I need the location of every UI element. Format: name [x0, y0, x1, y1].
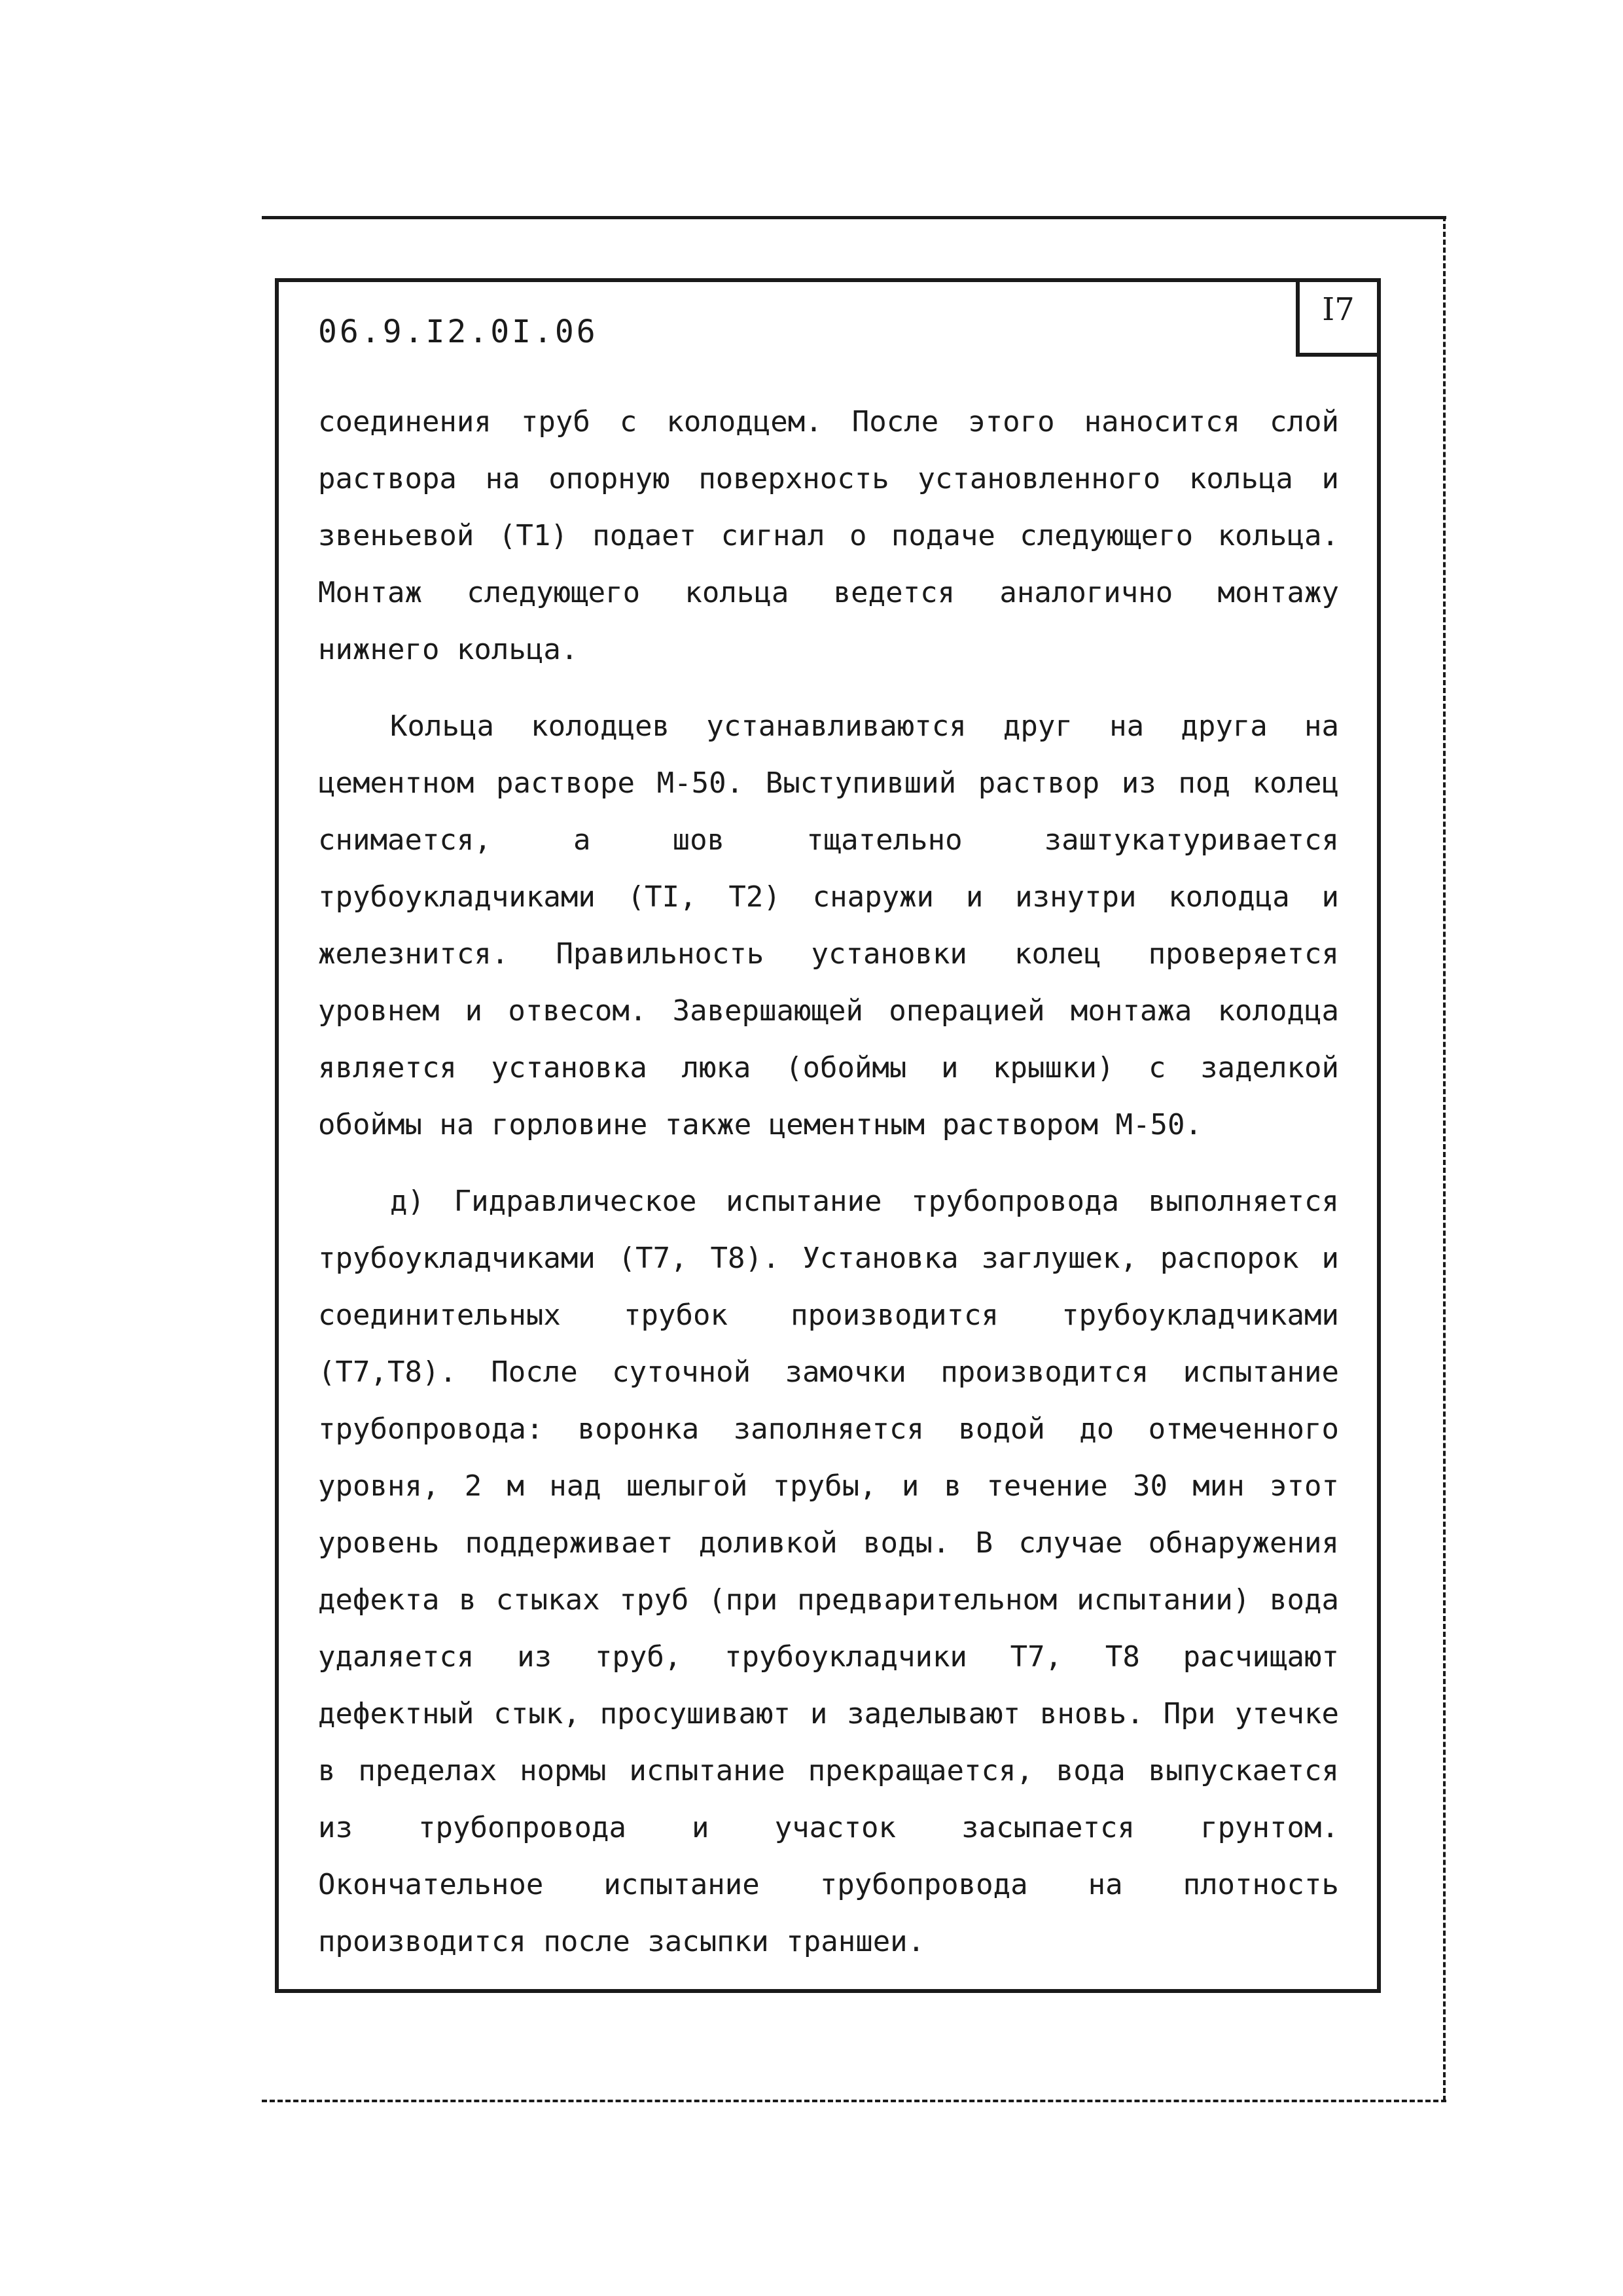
paragraph-2: Кольца колодцев устанавливаются друг на друга на цементном растворе М-50. Выступивший раствор из под колец снимается, а шов тщательно заштукатуривается трубоукладчиками (ТI, Т2) снаружи и изнутри колодца и железнится. Правильность установки колец проверяется уровнем и отвесом. Завершающей операцией монтажа колодца является установка люка (обоймы и крышки) с заделкой обоймы на горловине также цементным раствором М-50.	[318, 709, 1339, 1141]
outer-right-rule	[1443, 216, 1446, 2101]
outer-top-rule	[262, 216, 1446, 219]
paragraph-1: соединения труб с колодцем. После этого наносится слой раствора на опорную поверхность установленного кольца и звеньевой (Т1) подает сигнал о подаче следующего кольца. Монтаж следующего кольца ведется аналогично монтажу нижнего кольца.	[318, 405, 1339, 666]
page-frame	[275, 278, 1381, 1993]
paragraph-3: д) Гидравлическое испытание трубопровода выполняется трубоукладчиками (Т7, Т8). Установка заглушек, распорок и соединительных трубок производится трубоукладчиками (Т7,Т8). После суточной замочки производится испытание трубопровода: воронка заполняется водой до отмеченного уровня, 2 м над шелыгой трубы, и в течение 30 мин этот уровень поддерживает доливкой воды. В случае обнаружения дефекта в стыках труб (при предварительном испытании) вода удаляется из труб, трубоукладчики Т7, Т8 расчищают дефектный стык, просушивают и заделывают вновь. При утечке в пределах нормы испытание прекращается, вода выпускается из трубопровода и участок засыпается грунтом. Окончательное испытание трубопровода на плотность производится после засыпки траншеи.	[318, 1185, 1339, 1958]
page-number: I7	[1322, 291, 1355, 328]
page-number-box	[1296, 278, 1381, 357]
document-code: 06.9.I2.0I.06	[318, 314, 598, 350]
outer-bottom-rule	[262, 2100, 1446, 2102]
body-text	[318, 393, 1339, 1990]
